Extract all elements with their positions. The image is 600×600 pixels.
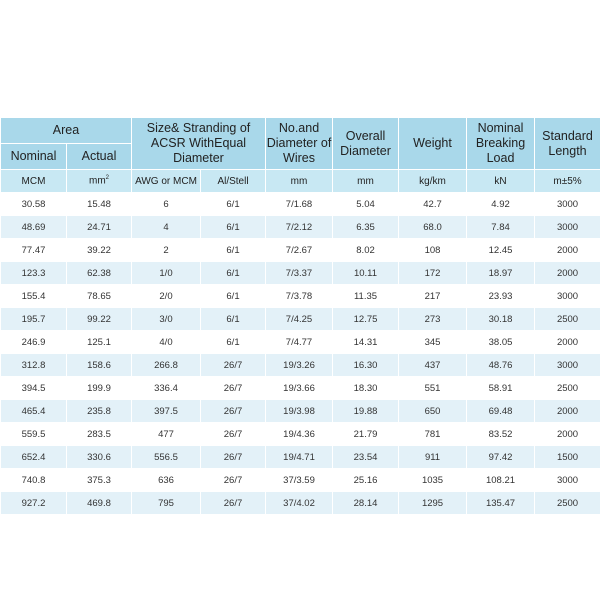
table-cell: 16.30: [333, 354, 399, 377]
table-cell: 375.3: [67, 469, 132, 492]
header-nominal-breaking-load: Nominal Breaking Load: [467, 118, 535, 170]
table-cell: 7.84: [467, 216, 535, 239]
table-cell: 62.38: [67, 262, 132, 285]
table-cell: 97.42: [467, 446, 535, 469]
spec-table-container: [0, 117, 600, 515]
table-cell: 39.22: [67, 239, 132, 262]
table-cell: 465.4: [1, 400, 67, 423]
table-cell: 6/1: [201, 331, 266, 354]
table-cell: 7/1.68: [266, 193, 333, 216]
table-cell: 559.5: [1, 423, 67, 446]
table-cell: 6.35: [333, 216, 399, 239]
table-cell: 78.65: [67, 285, 132, 308]
table-cell: 5.04: [333, 193, 399, 216]
table-cell: 6/1: [201, 216, 266, 239]
table-row: [1, 492, 600, 515]
table-row: [1, 377, 600, 400]
table-cell: 68.0: [399, 216, 467, 239]
table-cell: 19/4.36: [266, 423, 333, 446]
unit-wires: mm: [266, 170, 333, 193]
table-row: [1, 354, 600, 377]
table-cell: 2500: [535, 492, 600, 515]
table-cell: 336.4: [132, 377, 201, 400]
acsr-spec-table: [0, 117, 600, 515]
unit-actual-sup: 2: [105, 175, 109, 182]
table-cell: 1/0: [132, 262, 201, 285]
table-cell: 3000: [535, 216, 600, 239]
table-cell: 652.4: [1, 446, 67, 469]
table-cell: 6/1: [201, 308, 266, 331]
table-cell: 21.79: [333, 423, 399, 446]
table-cell: 556.5: [132, 446, 201, 469]
table-cell: 312.8: [1, 354, 67, 377]
table-cell: 4.92: [467, 193, 535, 216]
table-cell: 199.9: [67, 377, 132, 400]
table-cell: 2000: [535, 400, 600, 423]
table-cell: 4: [132, 216, 201, 239]
units-row: [1, 170, 600, 193]
table-cell: 28.14: [333, 492, 399, 515]
table-cell: 19.88: [333, 400, 399, 423]
table-body: [1, 170, 600, 515]
table-cell: 7/2.67: [266, 239, 333, 262]
table-cell: 397.5: [132, 400, 201, 423]
table-cell: 6/1: [201, 239, 266, 262]
table-cell: 2500: [535, 377, 600, 400]
table-cell: 26/7: [201, 423, 266, 446]
table-row: [1, 446, 600, 469]
header-overall-diameter: Overall Diameter: [333, 118, 399, 170]
table-cell: 3/0: [132, 308, 201, 331]
table-cell: 18.97: [467, 262, 535, 285]
table-cell: 26/7: [201, 446, 266, 469]
table-cell: 19/4.71: [266, 446, 333, 469]
unit-overall: mm: [333, 170, 399, 193]
table-cell: 6/1: [201, 262, 266, 285]
header-actual: Actual: [67, 144, 132, 170]
unit-weight: kg/km: [399, 170, 467, 193]
table-cell: 23.54: [333, 446, 399, 469]
table-cell: 195.7: [1, 308, 67, 331]
table-cell: 469.8: [67, 492, 132, 515]
table-row: [1, 239, 600, 262]
table-cell: 551: [399, 377, 467, 400]
table-row: [1, 469, 600, 492]
table-cell: 7/3.37: [266, 262, 333, 285]
table-row: [1, 400, 600, 423]
header-nominal: Nominal: [1, 144, 67, 170]
table-cell: 38.05: [467, 331, 535, 354]
table-cell: 83.52: [467, 423, 535, 446]
table-cell: 283.5: [67, 423, 132, 446]
table-cell: 4/0: [132, 331, 201, 354]
table-cell: 24.71: [67, 216, 132, 239]
table-cell: 158.6: [67, 354, 132, 377]
table-cell: 273: [399, 308, 467, 331]
table-row: [1, 193, 600, 216]
table-cell: 155.4: [1, 285, 67, 308]
table-cell: 394.5: [1, 377, 67, 400]
table-cell: 37/4.02: [266, 492, 333, 515]
table-cell: 19/3.98: [266, 400, 333, 423]
table-cell: 437: [399, 354, 467, 377]
table-cell: 795: [132, 492, 201, 515]
table-cell: 37/3.59: [266, 469, 333, 492]
header-standard-length: Standard Length: [535, 118, 600, 170]
table-cell: 48.69: [1, 216, 67, 239]
table-cell: 7/4.25: [266, 308, 333, 331]
table-cell: 14.31: [333, 331, 399, 354]
table-cell: 1500: [535, 446, 600, 469]
table-row: [1, 308, 600, 331]
table-cell: 636: [132, 469, 201, 492]
table-row: [1, 285, 600, 308]
table-cell: 19/3.66: [266, 377, 333, 400]
table-cell: 6: [132, 193, 201, 216]
table-cell: 650: [399, 400, 467, 423]
table-cell: 8.02: [333, 239, 399, 262]
header-no-diameter-wires: No.and Diameter of Wires: [266, 118, 333, 170]
table-cell: 15.48: [67, 193, 132, 216]
unit-length: m±5%: [535, 170, 600, 193]
table-row: [1, 331, 600, 354]
unit-nominal: MCM: [1, 170, 67, 193]
table-cell: 6/1: [201, 193, 266, 216]
table-cell: 23.93: [467, 285, 535, 308]
unit-al-steel: Al/Stell: [201, 170, 266, 193]
table-row: [1, 262, 600, 285]
table-cell: 2000: [535, 331, 600, 354]
table-cell: 246.9: [1, 331, 67, 354]
table-cell: 123.3: [1, 262, 67, 285]
table-cell: 125.1: [67, 331, 132, 354]
table-cell: 58.91: [467, 377, 535, 400]
table-cell: 30.18: [467, 308, 535, 331]
header-area: Area: [1, 118, 132, 144]
table-cell: 2: [132, 239, 201, 262]
header-size-stranding: Size& Stranding of ACSR WithEqual Diameter: [132, 118, 266, 170]
table-cell: 235.8: [67, 400, 132, 423]
table-cell: 2000: [535, 262, 600, 285]
table-cell: 25.16: [333, 469, 399, 492]
unit-load: kN: [467, 170, 535, 193]
table-cell: 740.8: [1, 469, 67, 492]
table-cell: 26/7: [201, 492, 266, 515]
table-cell: 2000: [535, 239, 600, 262]
table-cell: 172: [399, 262, 467, 285]
table-cell: 2/0: [132, 285, 201, 308]
table-cell: 3000: [535, 193, 600, 216]
table-cell: 108: [399, 239, 467, 262]
table-cell: 1035: [399, 469, 467, 492]
table-cell: 3000: [535, 469, 600, 492]
table-cell: 26/7: [201, 469, 266, 492]
table-cell: 7/4.77: [266, 331, 333, 354]
table-cell: 12.45: [467, 239, 535, 262]
table-cell: 781: [399, 423, 467, 446]
table-cell: 6/1: [201, 285, 266, 308]
table-cell: 108.21: [467, 469, 535, 492]
table-cell: 3000: [535, 354, 600, 377]
unit-awg: AWG or MCM: [132, 170, 201, 193]
unit-actual: [67, 170, 132, 193]
table-cell: 477: [132, 423, 201, 446]
table-cell: 7/3.78: [266, 285, 333, 308]
table-cell: 7/2.12: [266, 216, 333, 239]
table-row: [1, 423, 600, 446]
table-cell: 12.75: [333, 308, 399, 331]
table-cell: 99.22: [67, 308, 132, 331]
table-cell: 911: [399, 446, 467, 469]
table-cell: 330.6: [67, 446, 132, 469]
table-cell: 3000: [535, 285, 600, 308]
table-cell: 18.30: [333, 377, 399, 400]
table-cell: 77.47: [1, 239, 67, 262]
table-cell: 26/7: [201, 354, 266, 377]
table-cell: 10.11: [333, 262, 399, 285]
header-weight: Weight: [399, 118, 467, 170]
table-cell: 266.8: [132, 354, 201, 377]
unit-actual-text: mm: [88, 175, 106, 187]
table-cell: 2000: [535, 423, 600, 446]
table-row: [1, 216, 600, 239]
table-cell: 30.58: [1, 193, 67, 216]
table-cell: 48.76: [467, 354, 535, 377]
table-cell: 217: [399, 285, 467, 308]
table-cell: 927.2: [1, 492, 67, 515]
table-cell: 2500: [535, 308, 600, 331]
table-cell: 19/3.26: [266, 354, 333, 377]
table-cell: 26/7: [201, 400, 266, 423]
table-cell: 135.47: [467, 492, 535, 515]
table-cell: 11.35: [333, 285, 399, 308]
table-cell: 26/7: [201, 377, 266, 400]
table-cell: 69.48: [467, 400, 535, 423]
table-cell: 42.7: [399, 193, 467, 216]
table-cell: 345: [399, 331, 467, 354]
table-cell: 1295: [399, 492, 467, 515]
